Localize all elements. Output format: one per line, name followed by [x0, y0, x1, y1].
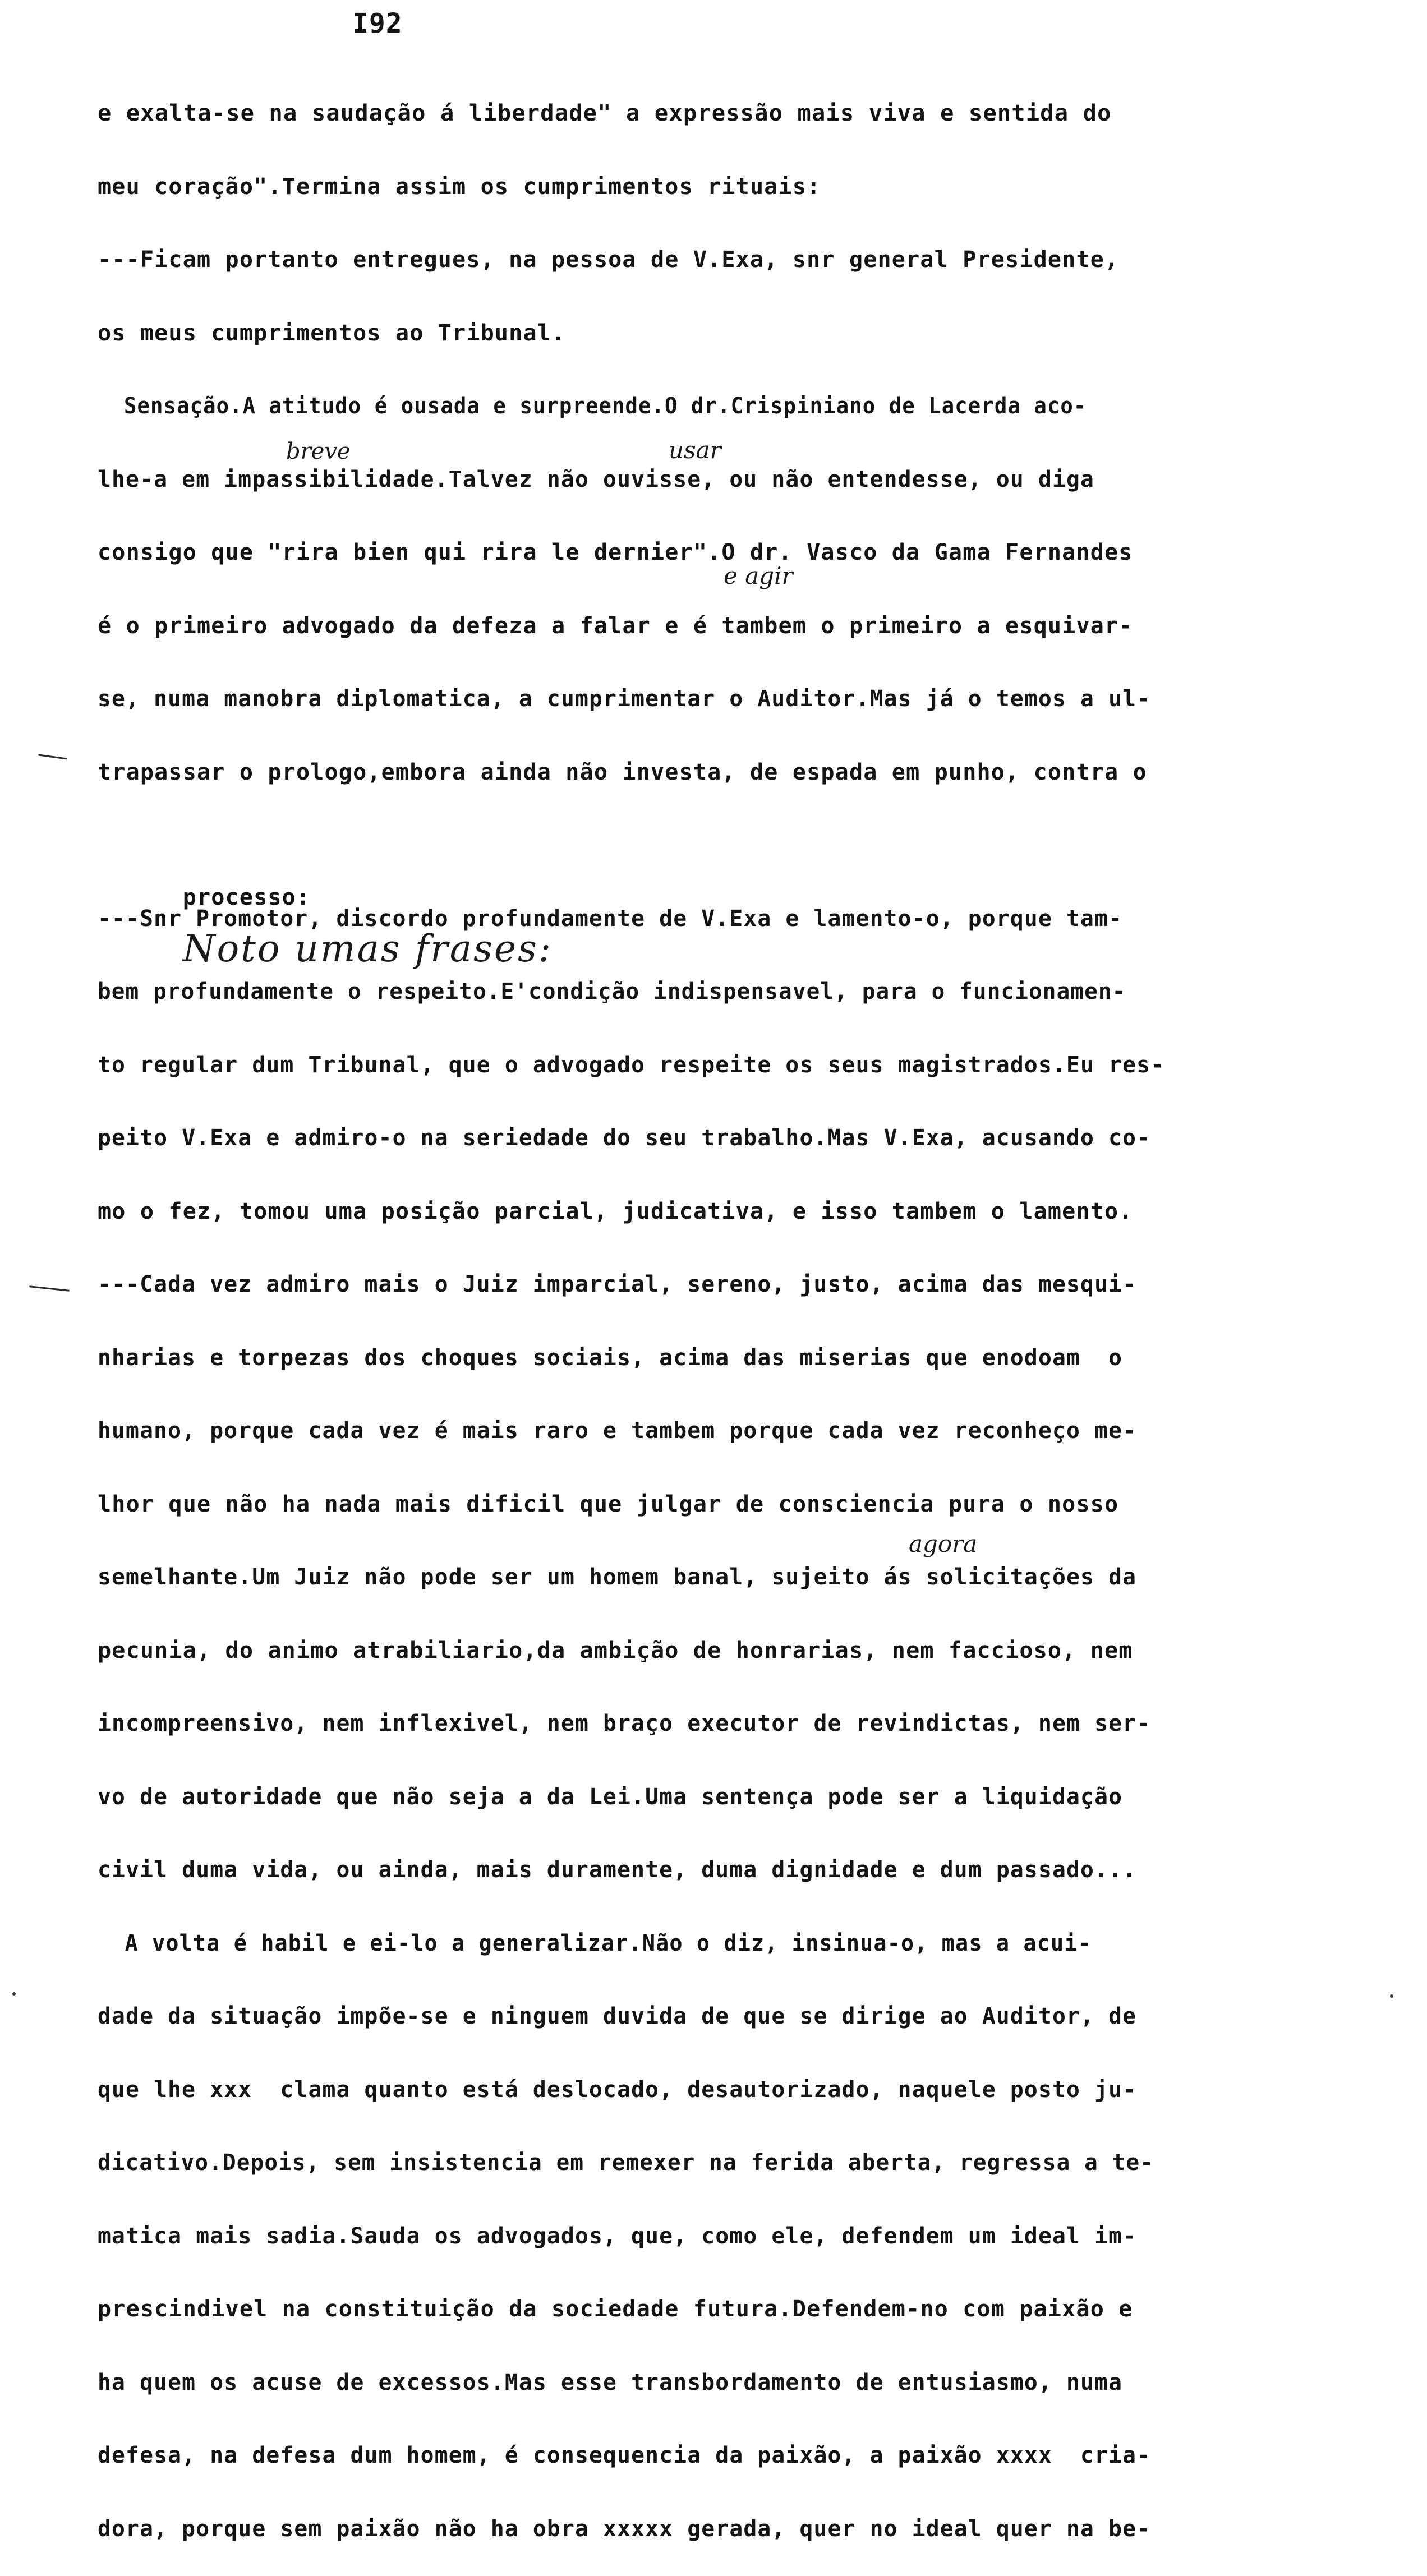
text-line: peito V.Exa e admiro-o na seriedade do seu trabalho.Mas V.Exa, acusando co-: [98, 1125, 1151, 1151]
page-number: I92: [352, 8, 403, 39]
scan-speck: [1390, 1994, 1393, 1998]
text-line: nharias e torpezas dos choques sociais, acima das miserias que enodoam o: [98, 1344, 1123, 1371]
text-line: bem profundamente o respeito.E'condição indispensavel, para o funcionamen-: [98, 979, 1126, 1004]
text-line: dora, porque sem paixão não ha obra xxxxx gerada, quer no ideal quer na be-: [98, 2515, 1151, 2542]
handwritten-correction: usar: [669, 436, 721, 464]
text-line: consigo que "rira bien qui rira le dernier".O dr. Vasco da Gama Fernandes: [98, 540, 1133, 565]
handwritten-correction: agora: [909, 1530, 978, 1557]
text-line: ---Ficam portanto entregues, na pessoa de V.Exa, snr general Presidente,: [98, 247, 1119, 273]
text-line: lhe-a em impassibilidade.Talvez não ouvisse, ou não entendesse, ou diga: [98, 466, 1095, 492]
handwritten-correction: breve: [286, 439, 351, 464]
text-line: os meus cumprimentos ao Tribunal.: [98, 320, 566, 346]
text-line: semelhante.Um Juiz não pode ser um homem banal, sujeito ás solicitações da: [98, 1564, 1137, 1590]
text-line: trapassar o prologo,embora ainda não investa, de espada em punho, contra o: [98, 759, 1147, 785]
text-line: pecunia, do animo atrabiliario,da ambição de honrarias, nem faccioso, nem: [98, 1637, 1133, 1663]
margin-mark: [29, 1285, 70, 1292]
text-line: A volta é habil e ei-lo a generalizar.Não o diz, insinua-o, mas a acui-: [98, 1930, 1092, 1956]
text-line: ---Snr Promotor, discordo profundamente de V.Exa e lamento-o, porque tam-: [98, 905, 1123, 932]
text-line: to regular dum Tribunal, que o advogado respeite os seus magistrados.Eu res-: [98, 1052, 1165, 1078]
text-line: lhor que não ha nada mais dificil que julgar de consciencia pura o nosso: [98, 1491, 1119, 1517]
text-line: matica mais sadia.Sauda os advogados, que, como ele, defendem um ideal im-: [98, 2223, 1137, 2249]
text-line: que lhe xxx clama quanto está deslocado, desautorizado, naquele posto ju-: [98, 2076, 1137, 2103]
text-line: Sensação.A atitudo é ousada e surpreende.O dr.Crispiniano de Lacerda aco-: [98, 393, 1087, 419]
text-line: é o primeiro advogado da defeza a falar e é tambem o primeiro a esquivar-: [98, 612, 1133, 639]
handwritten-note: Noto umas frases:: [182, 927, 553, 970]
text-line: meu coração".Termina assim os cumprimentos rituais:: [98, 173, 821, 200]
text-line: e exalta-se na saudação á liberdade" a expressão mais viva e sentida do: [98, 100, 1112, 126]
text-line: se, numa manobra diplomatica, a cumprimentar o Auditor.Mas já o temos a ul-: [98, 686, 1151, 712]
text-line: ---Cada vez admiro mais o Juiz imparcial, sereno, justo, acima das mesqui-: [98, 1271, 1137, 1297]
text-line: defesa, na defesa dum homem, é consequencia da paixão, a paixão xxxx cria-: [98, 2443, 1151, 2468]
handwritten-correction: e agir: [724, 562, 793, 589]
text-line: incompreensivo, nem inflexivel, nem braço executor de revindictas, nem ser-: [98, 1711, 1151, 1736]
text-line: dade da situação impõe-se e ninguem duvida de que se dirige ao Auditor, de: [98, 2003, 1137, 2029]
text-line-start: processo:: [182, 884, 311, 910]
text-line: civil duma vida, ou ainda, mais duramente, duma dignidade e dum passado...: [98, 1857, 1137, 1883]
scan-speck: [12, 1992, 16, 1996]
text-line: vo de autoridade que não seja a da Lei.Uma sentença pode ser a liquidação: [98, 1784, 1123, 1810]
text-line: ha quem os acuse de excessos.Mas esse transbordamento de entusiasmo, numa: [98, 2369, 1123, 2395]
text-line: mo o fez, tomou uma posição parcial, judicativa, e isso tambem o lamento.: [98, 1198, 1133, 1224]
margin-mark: [38, 754, 67, 759]
text-line: dicativo.Depois, sem insistencia em remexer na ferida aberta, regressa a te-: [98, 2150, 1154, 2176]
text-line: prescindivel na constituição da sociedade futura.Defendem-no com paixão e: [98, 2296, 1133, 2322]
text-line: humano, porque cada vez é mais raro e tambem porque cada vez reconheço me-: [98, 1418, 1137, 1444]
